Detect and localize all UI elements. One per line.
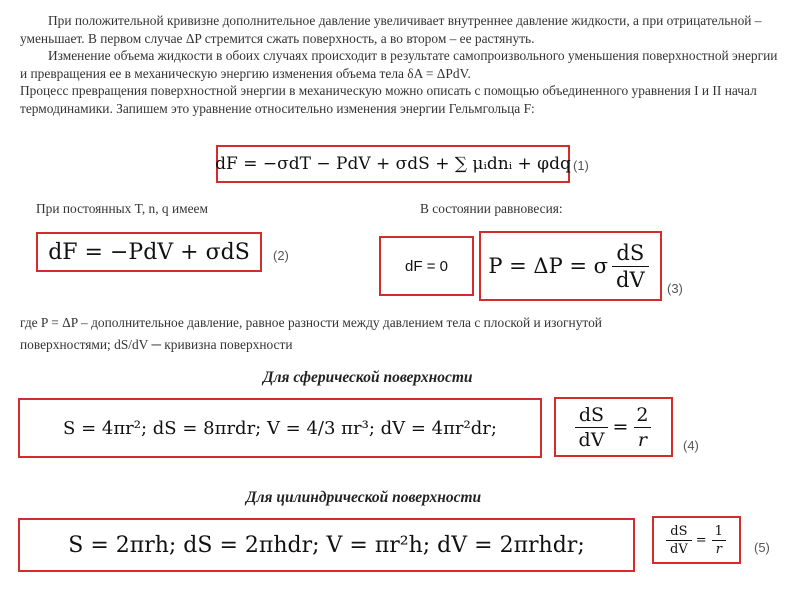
spherical-ratio-box	[554, 397, 673, 457]
equation-1: dF = −σdT − PdV + σdS + ∑ μᵢdnᵢ + φdq	[215, 154, 571, 174]
spherical-formula-box	[18, 398, 542, 458]
intro-paragraph-3: Процесс превращения поверхностной энергии в механическую можно описать с помощью объединенного уравнения I и II начал термодинамики. Запишем это уравнение относительно изменения энергии Гельмгольца F:	[20, 83, 757, 116]
cylindrical-rhs-numerator: 1	[714, 523, 723, 539]
where-line-1: где P = ΔP – дополнительное давление, равное разности между давлением тела с плоской и изогнутой	[20, 315, 602, 330]
intro-text	[20, 12, 780, 117]
cylindrical-ratio-denominator: dV	[666, 540, 692, 557]
cylindrical-heading: Для цилиндрической поверхности	[246, 489, 482, 506]
spherical-ratio-rhs	[632, 404, 652, 451]
cylindrical-ratio-numerator: dS	[670, 523, 688, 539]
spherical-rhs-denominator: r	[634, 427, 651, 451]
cylindrical-ratio-box	[652, 516, 741, 564]
equation-3-numerator: dS	[616, 240, 645, 265]
equation-2-box	[36, 232, 262, 272]
spherical-ratio-lhs	[575, 404, 609, 451]
equation-3-lhs: P = ΔP = σ	[488, 254, 609, 278]
constant-conditions-label: При постоянных T, n, q имеем	[36, 201, 208, 216]
equation-3-box	[479, 231, 662, 301]
equation-3-fraction	[612, 241, 649, 292]
cylindrical-formula-box	[18, 518, 635, 572]
equation-2-number: (2)	[273, 248, 289, 263]
equation-3-number: (3)	[667, 281, 683, 296]
equation-1-number: (1)	[573, 158, 589, 173]
where-line-2: поверхностями; dS/dV ─ кривизна поверхности	[20, 337, 293, 352]
cylindrical-ratio-lhs	[666, 524, 692, 557]
equilibrium-equation: dF = 0	[405, 257, 448, 275]
cylindrical-ratio-equals: =	[695, 532, 707, 548]
cylindrical-number: (5)	[754, 540, 770, 555]
equilibrium-box	[379, 236, 474, 296]
spherical-heading: Для сферической поверхности	[263, 369, 473, 386]
spherical-rhs-numerator: 2	[636, 403, 649, 426]
cylindrical-formula: S = 2πrh; dS = 2πhdr; V = πr²h; dV = 2πrhdr;	[68, 532, 585, 558]
intro-paragraph-1: При положительной кривизне дополнительное давление увеличивает внутреннее давление жидкости, а при отрицательной – уменьшает. В первом случае ΔP стремится сжать поверхность, а во втором – ее растянуть.	[20, 13, 762, 46]
equilibrium-label: В состоянии равновесия:	[420, 201, 563, 216]
equation-1-box	[216, 145, 570, 183]
spherical-number: (4)	[683, 438, 699, 453]
equation-3-denominator: dV	[612, 266, 649, 292]
equation-2: dF = −PdV + σdS	[48, 239, 250, 265]
spherical-ratio-numerator: dS	[578, 403, 605, 426]
intro-paragraph-2: Изменение объема жидкости в обоих случаях происходит в результате самопроизвольного уменьшения поверхностной энергии и превращения ее в механическую энергию изменения объема тела δA = ΔPdV.	[20, 48, 778, 81]
cylindrical-ratio-rhs	[711, 524, 727, 557]
spherical-ratio-equals: =	[612, 416, 629, 438]
spherical-formula: S = 4πr²; dS = 8πrdr; V = 4/3 πr³; dV = 4πr²dr;	[63, 417, 497, 439]
spherical-ratio-denominator: dV	[575, 427, 609, 451]
cylindrical-rhs-denominator: r	[712, 540, 726, 557]
